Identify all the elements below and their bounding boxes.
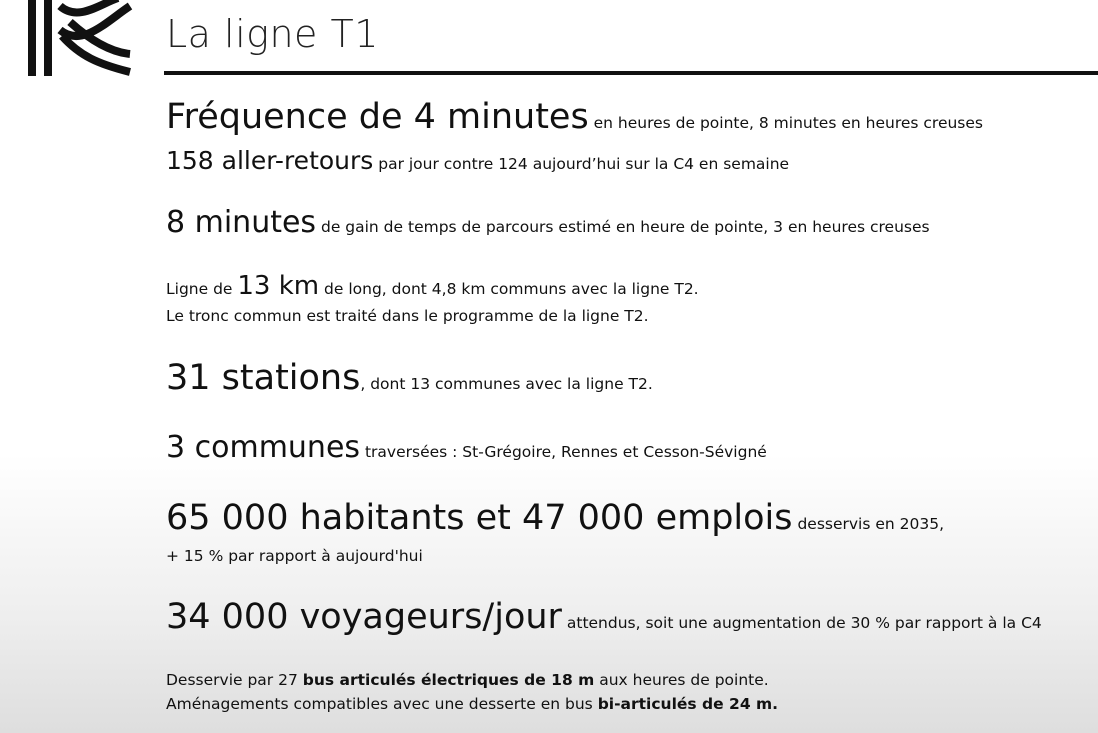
shared-trunk-note: Le tronc commun est traité dans le programme de la ligne T2. — [166, 307, 649, 325]
page-title: La ligne T1 — [166, 12, 379, 56]
round-trips-highlight: 158 aller-retours — [166, 146, 374, 175]
length-line — [166, 271, 699, 301]
passengers-highlight: 34 000 voyageurs/jour — [166, 597, 562, 637]
communes-line — [166, 430, 767, 465]
population-highlight: 65 000 habitants et 47 000 emplois — [166, 498, 793, 538]
stations-highlight: 31 stations — [166, 358, 361, 398]
frequency-highlight: Fréquence de 4 minutes — [166, 97, 589, 137]
frequency-line — [166, 97, 983, 137]
round-trips-detail: par jour contre 124 aujourd’hui sur la C4 en semaine — [373, 155, 790, 173]
rennes-logo-icon — [26, 0, 134, 80]
bus-fleet-prefix: Desservie par 27 — [166, 671, 303, 689]
stations-detail: , dont 13 communes avec la ligne T2. — [360, 375, 653, 393]
bus-fleet-bold: bus articulés électriques de 18 m — [302, 671, 595, 689]
bus-fleet-suffix: aux heures de pointe. — [594, 671, 769, 689]
length-prefix: Ligne de — [166, 280, 238, 298]
length-detail: de long, dont 4,8 km communs avec la ligne T2. — [319, 280, 699, 298]
round-trips-line — [166, 146, 789, 175]
time-gain-detail: de gain de temps de parcours estimé en heure de pointe, 3 en heures creuses — [316, 218, 930, 236]
stations-line — [166, 358, 653, 398]
frequency-detail: en heures de pointe, 8 minutes en heures creuses — [588, 114, 983, 132]
time-gain-line — [166, 205, 930, 240]
communes-detail: traversées : St-Grégoire, Rennes et Cesson-Sévigné — [360, 443, 767, 461]
communes-highlight: 3 communes — [166, 430, 361, 465]
bus-compatibility-prefix: Aménagements compatibles avec une desserte en bus — [166, 695, 598, 713]
time-gain-highlight: 8 minutes — [166, 205, 317, 240]
bus-fleet-line — [166, 671, 769, 689]
passengers-detail: attendus, soit une augmentation de 30 % par rapport à la C4 — [561, 614, 1042, 632]
population-increase: + 15 % par rapport à aujourd'hui — [166, 547, 423, 565]
population-line — [166, 498, 944, 538]
bus-compatibility-bold: bi-articulés de 24 m. — [597, 695, 779, 713]
population-detail: desservis en 2035, — [792, 515, 945, 533]
passengers-line — [166, 597, 1042, 637]
length-highlight: 13 km — [237, 271, 320, 301]
bus-compatibility-line — [166, 695, 778, 713]
title-divider — [164, 71, 1098, 75]
